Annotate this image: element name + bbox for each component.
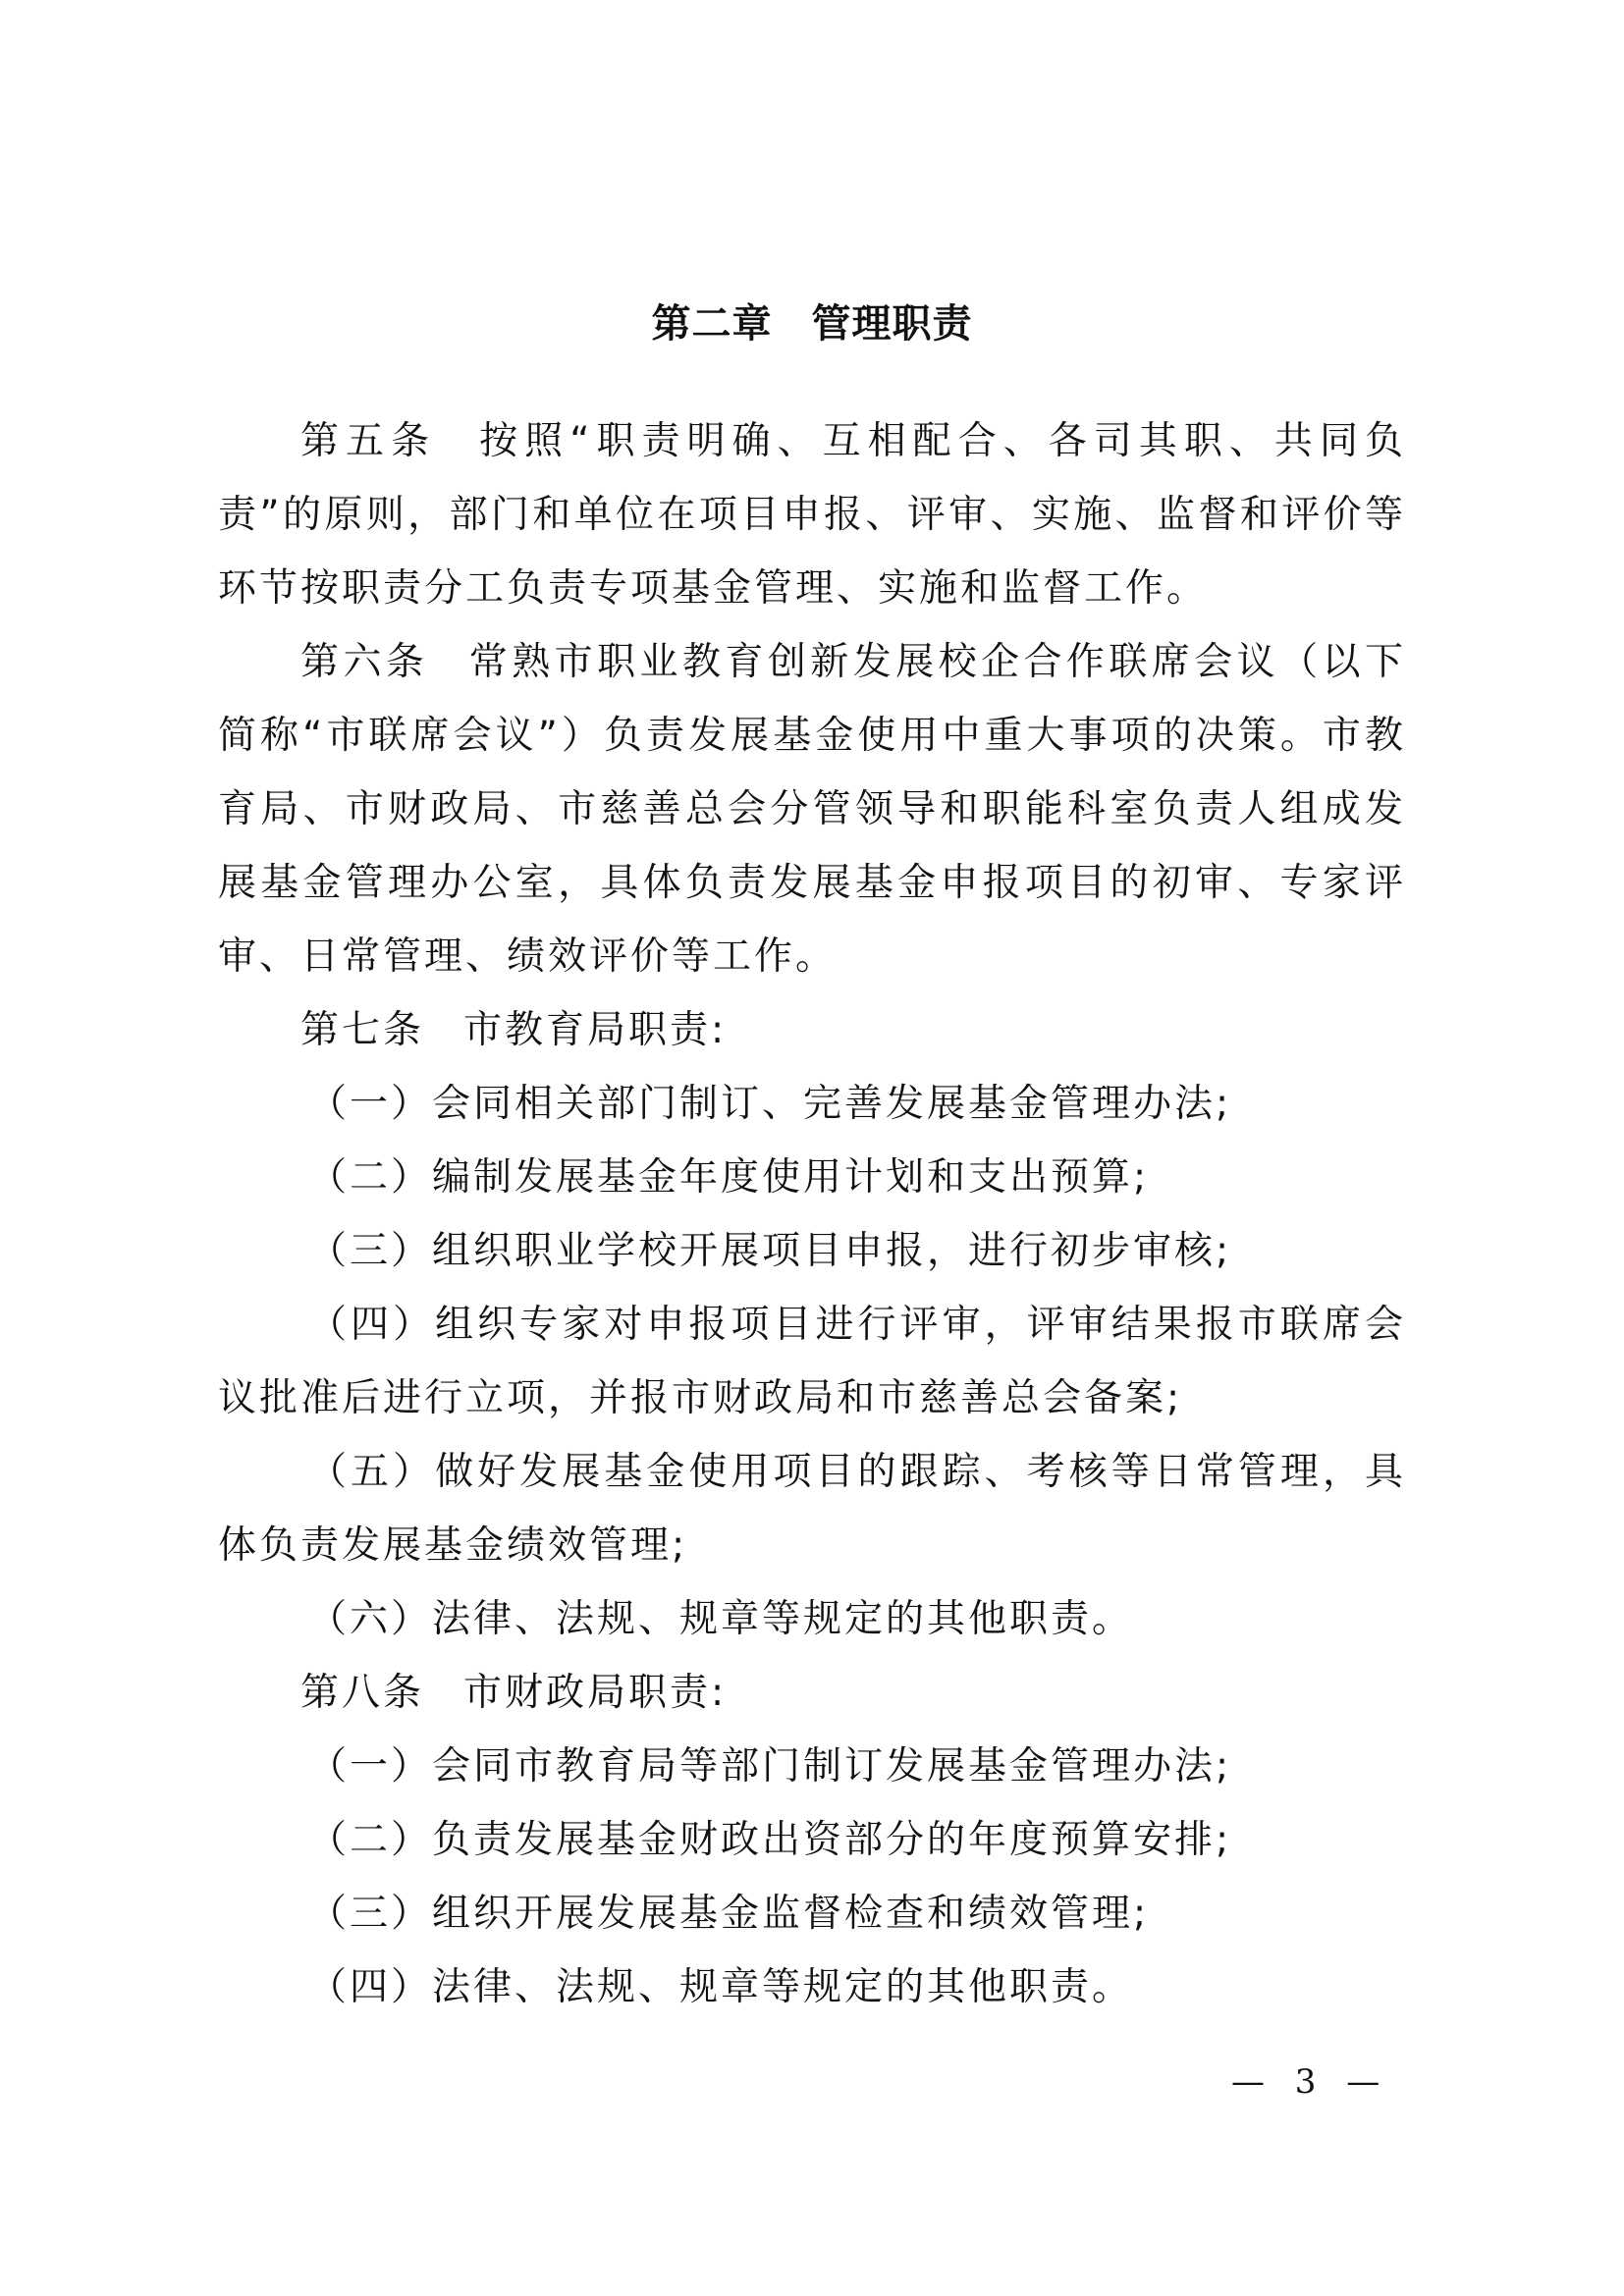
article-8-item-1: （一）会同市教育局等部门制订发展基金管理办法;	[308, 1744, 1232, 1789]
article-8-item-2: （二）负责发展基金财政出资部分的年度预算安排;	[308, 1818, 1232, 1862]
article-text: 常熟市职业教育创新发展校企合作联席会议（以下简称“市联席会议”）负责发展基金使用中重大事项的决策。市教育局、市财政局、市慈善总会分管领导和职能科室负责人组成发展基金管理办公室，具体负责发展基金申报项目的初审、专家评审、日常管理、绩效评价等工作。	[218, 640, 1406, 979]
article-7	[218, 993, 1406, 1067]
article-6	[218, 625, 1406, 993]
page-number: — 3 —	[1231, 2062, 1390, 2102]
article-7-item-6: （六）法律、法规、规章等规定的其他职责。	[308, 1597, 1134, 1641]
chapter-number: 第二章	[651, 301, 773, 347]
article-label: 第八条	[300, 1671, 425, 1715]
article-text: 按照“职责明确、互相配合、各司其职、共同负责”的原则，部门和单位在项目申报、评审、实施、监督和评价等环节按职责分工负责专项基金管理、实施和监督工作。	[218, 419, 1406, 611]
article-5	[218, 404, 1406, 625]
article-label: 第七条	[300, 1008, 425, 1052]
article-8	[218, 1656, 1406, 1730]
article-8-item-4: （四）法律、法规、规章等规定的其他职责。	[308, 1965, 1134, 2009]
article-8-item-3: （三）组织开展发展基金监督检查和绩效管理;	[308, 1892, 1150, 1936]
article-7-item-3: （三）组织职业学校开展项目申报，进行初步审核;	[308, 1229, 1232, 1273]
article-7-item-4: （四）组织专家对申报项目进行评审，评审结果报市联席会议批准后进行立项，并报市财政局和市慈善总会备案;	[218, 1303, 1406, 1420]
article-7-item-1: （一）会同相关部门制订、完善发展基金管理办法;	[308, 1082, 1232, 1126]
chapter-title: 管理职责	[811, 301, 973, 347]
chapter-heading	[0, 294, 1624, 353]
article-label: 第五条	[300, 419, 437, 463]
article-label: 第六条	[300, 640, 429, 684]
article-text: 市财政局职责:	[463, 1671, 728, 1715]
document-body	[218, 404, 1406, 2024]
article-text: 市教育局职责:	[463, 1008, 728, 1052]
article-7-item-5: （五）做好发展基金使用项目的跟踪、考核等日常管理，具体负责发展基金绩效管理;	[218, 1450, 1406, 1568]
article-7-item-2: （二）编制发展基金年度使用计划和支出预算;	[308, 1155, 1150, 1200]
